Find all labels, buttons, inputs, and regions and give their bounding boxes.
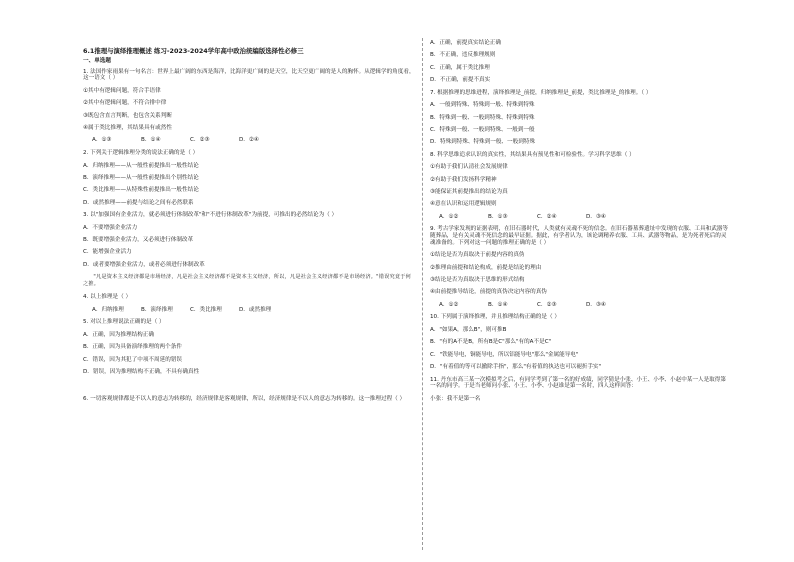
question-4 bbox=[83, 294, 416, 313]
question-1 bbox=[83, 69, 416, 144]
choice-c[interactable]: C．能增强企业活力 bbox=[83, 249, 132, 256]
choice-a[interactable]: A．正确，前提真实结论正确 bbox=[430, 40, 501, 46]
question-11 bbox=[430, 377, 730, 403]
section-heading: 一、单选题 bbox=[83, 58, 111, 64]
choice-b[interactable]: B．既要增强企业活力，又必须进行体制改革 bbox=[83, 237, 194, 244]
question-stem: 8. 科学思维追求认识的真实性，其结果具有预见性和可检验性。学习科学思维（ ） bbox=[430, 151, 635, 158]
choice-c[interactable]: C．正确，属于类比推理 bbox=[430, 64, 490, 71]
statement: ③既包含直言判断，也包含关系判断 bbox=[83, 112, 172, 119]
choice-a[interactable]: A．归纳推理——从一般性前提推出一般性结论 bbox=[83, 162, 199, 169]
column-divider bbox=[422, 38, 423, 550]
question-6-options bbox=[430, 40, 730, 84]
choice-row bbox=[439, 302, 730, 309]
choice-d[interactable]: D．不正确，前提不真实 bbox=[430, 77, 491, 84]
choice-b[interactable]: B．①③ bbox=[488, 213, 508, 220]
question-stem: 3. 以"加强国有企业活力，就必须进行体制改革"和"不进行体制改革"为前提，可推出的必然结论为（ ） bbox=[83, 212, 338, 219]
choice-b[interactable]: B．不正确，违反推理规则 bbox=[430, 52, 496, 59]
choice-d[interactable]: D．③④ bbox=[586, 213, 606, 220]
choice-b[interactable]: B．①④ bbox=[488, 301, 508, 308]
question-stem: 5. 对以上推理说法正确的是（ ） bbox=[83, 319, 165, 326]
choice-c[interactable]: C．②③ bbox=[190, 137, 210, 144]
statement: ③结论是否为真取决于思维的形式结构 bbox=[430, 277, 525, 284]
choice-a[interactable]: A．①② bbox=[439, 213, 459, 220]
question-6 bbox=[83, 396, 416, 403]
question-5 bbox=[83, 319, 416, 375]
choice-d[interactable]: D．特殊到特殊、特殊到一般、一般到特殊 bbox=[430, 139, 535, 146]
question-9 bbox=[430, 226, 730, 308]
question-stem: 11. 丹东市高三某一次模拟考之后，有同学考到了第一名的好成绩，同学猜是小张、小王、小李、小赵中某一人是取得第一名的同学。于是当老师问小张、小王、小李、小赵谁是第一名时，四人这样回答： bbox=[430, 376, 726, 390]
choice-d[interactable]: D．或者要增强企业活力，或者必须进行体制改革 bbox=[83, 261, 205, 268]
right-column bbox=[430, 40, 730, 408]
statement: ②有助于我们发扬科学精神 bbox=[430, 176, 497, 183]
statement: ②推理由前提和结论构成，前提是结论的理由 bbox=[430, 264, 542, 271]
choice-c[interactable]: C．类比推理 bbox=[190, 306, 222, 313]
question-7 bbox=[430, 90, 730, 146]
choice-b[interactable]: B．正确，因为具备演绎推理的两个条件 bbox=[83, 344, 182, 351]
choice-row bbox=[92, 307, 416, 314]
question-stem: 10. 下列属于演绎推理，并且推理结构正确的是（ ） bbox=[430, 314, 560, 321]
question-3 bbox=[83, 212, 416, 268]
choice-c[interactable]: C．类比推理——从特殊性前提推出一般性结论 bbox=[83, 187, 199, 194]
choice-a[interactable]: A．①③ bbox=[92, 137, 112, 144]
choice-c[interactable]: C．②③ bbox=[537, 301, 557, 308]
question-2 bbox=[83, 150, 416, 206]
left-column bbox=[83, 40, 416, 408]
statement: ①结论是否为真取决于前提内容的真伪 bbox=[430, 252, 525, 259]
statement: 小张：我不是第一名 bbox=[430, 395, 481, 402]
choice-c[interactable]: C．特殊到一般、一般到特殊、一般到一般 bbox=[430, 126, 535, 133]
choice-d[interactable]: D．③④ bbox=[586, 301, 606, 308]
statement: ③能保证其前提推出的结论为真 bbox=[430, 189, 508, 196]
choice-b[interactable]: B．①④ bbox=[141, 137, 161, 144]
choice-c[interactable]: C．错误，因为其犯了中项不周延的错误 bbox=[83, 356, 183, 363]
question-stem: 6. 一切客观规律都是不以人的意志为转移的，经济规律是客观规律，所以，经济规律是不以人的意志为转移的。这一推理过程（ ） bbox=[83, 395, 406, 402]
statement: ①有助于我们认清社会发展规律 bbox=[430, 164, 508, 171]
choice-a[interactable]: A．①② bbox=[439, 301, 459, 308]
question-stem: 7. 根据推理的思维进程，演绎推理是_前提，归纳推理是_前提，类比推理是_的推理。（ ） bbox=[430, 89, 652, 96]
choice-b[interactable]: B．演绎推理 bbox=[141, 306, 173, 313]
choice-d[interactable]: D．或然推理——前提与结论之间有必然联系 bbox=[83, 199, 194, 206]
reading-passage: "凡是资本主义经济都是市场经济，凡是社会主义经济都不是资本主义经济，所以，凡是社会主义经济都不是市场经济。"错误究竟于何之推。 bbox=[83, 274, 412, 288]
question-stem: 1. 法国作家雨果有一句名言：世界上最广阔的东西是海洋，比海洋更广阔的是天空，比天空更广阔的是人的胸怀。从逻辑学的角度看，这一语文（ ） bbox=[83, 68, 415, 82]
statement: ②其中有逻辑问题，不符合排中律 bbox=[83, 100, 167, 107]
choice-d[interactable]: D．或然推理 bbox=[239, 306, 272, 313]
question-stem: 2. 下列关于逻辑推理分类的说法正确的是（ ） bbox=[83, 149, 199, 156]
choice-b[interactable]: B．"有的A不是B，所有B是C"那么"有的A不是C" bbox=[430, 339, 552, 346]
document-title: 6.1推理与演绎推理概述 练习-2023-2024学年高中政治统编版选择性必修三 bbox=[83, 47, 304, 55]
statement: ①其中有逻辑问题，符合手语律 bbox=[83, 87, 161, 94]
choice-a[interactable]: A．一般到特殊、特殊到一般、特殊到特殊 bbox=[430, 102, 535, 109]
statement: ④意在认识和运用逻辑规则 bbox=[430, 201, 497, 208]
choice-d[interactable]: D．"有着值的等可以撤除手指"，那么"有着值的执达也可以褪折手实" bbox=[430, 364, 602, 371]
question-stem: 4. 以上推理是（ ） bbox=[83, 294, 132, 301]
choice-b[interactable]: B．特殊到一般、一般到特殊、特殊到特殊 bbox=[430, 114, 535, 121]
choice-row bbox=[92, 137, 416, 144]
choice-d[interactable]: D．②④ bbox=[239, 137, 259, 144]
choice-c[interactable]: C．②④ bbox=[537, 213, 557, 220]
choice-a[interactable]: A．归纳推理 bbox=[92, 306, 124, 313]
choice-c[interactable]: C．"铁能导电，铜能导电，所以铝能导电"那么"金属能导电" bbox=[430, 351, 579, 358]
choice-b[interactable]: B．演绎推理——从一般性前提推出个别性结论 bbox=[83, 174, 199, 181]
choice-a[interactable]: A．不要增强企业活力 bbox=[83, 224, 138, 231]
statement: ④属于类比推理，其结果具有或然性 bbox=[83, 124, 172, 131]
question-stem: 9. 考古学家发现的证据表明，在旧石器时代，人类就有灵魂不死的信念。在旧石器墓葬遗址中发现的衣服、工具和武器等随葬品，是有关灵魂不死信念的最早证据。据此，有学者认为，该论调精养衣服、工具、武器等物品，是为死者死后的灵魂准备的。下列对这一问题的推理正确的是（ ） bbox=[430, 226, 728, 246]
question-10 bbox=[430, 314, 730, 370]
choice-row bbox=[439, 214, 730, 221]
choice-a[interactable]: A．正确，因为推理结构正确 bbox=[83, 332, 154, 339]
statement: ④由前提推导结论，前提的真伪决定内容的真伪 bbox=[430, 289, 547, 296]
choice-a[interactable]: A．"如果A，那么B"，则可推B bbox=[430, 327, 507, 333]
question-8 bbox=[430, 152, 730, 221]
choice-d[interactable]: D．错误，因为推理结构不正确，不具有确真性 bbox=[83, 369, 200, 376]
